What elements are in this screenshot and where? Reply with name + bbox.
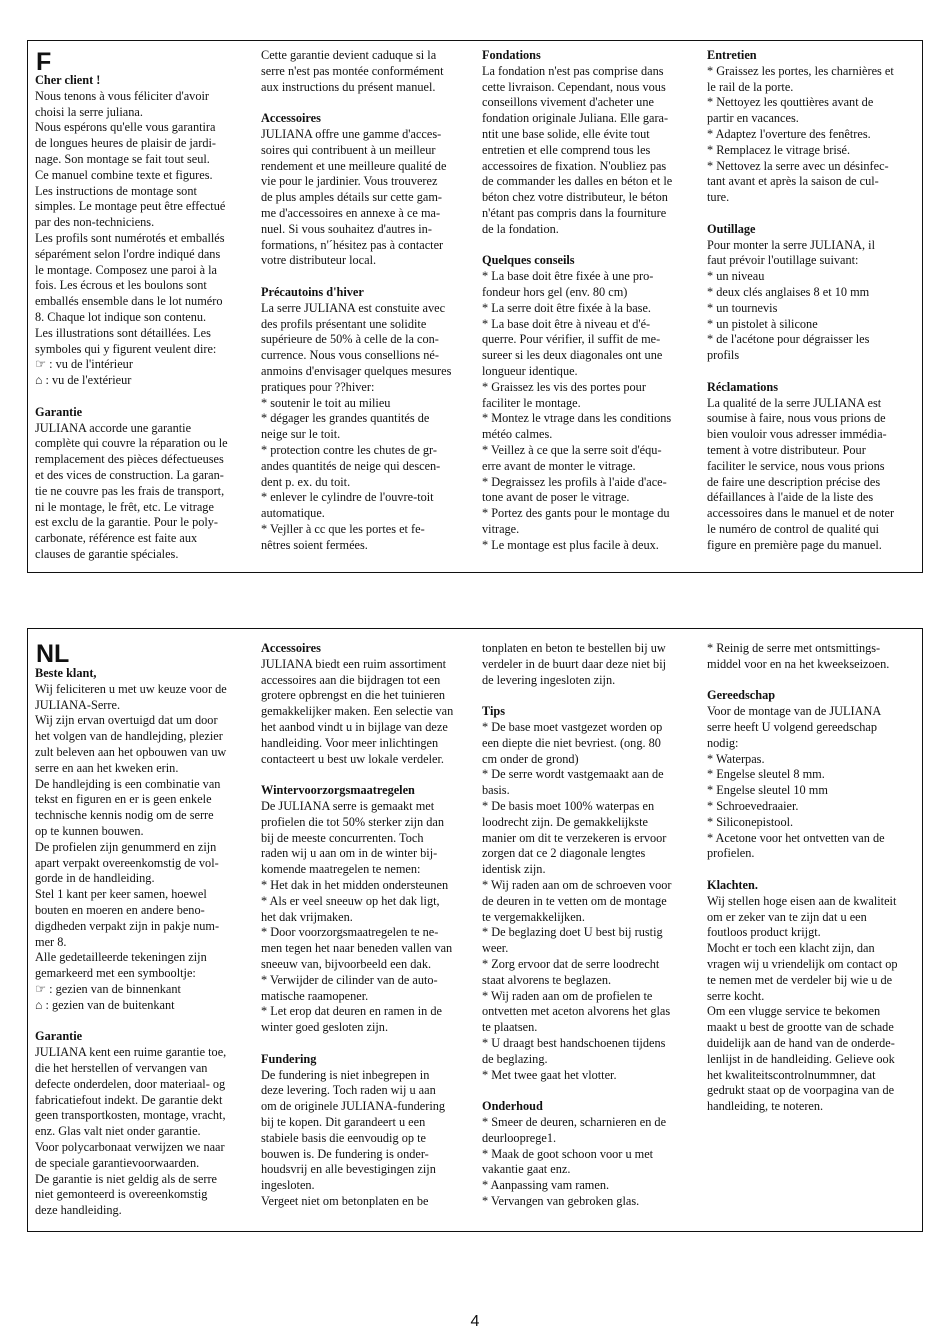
text-line: * Let erop dat deuren en ramen in de [261,1004,442,1019]
text-line: loodrecht zijn. De gemakkelijkste [482,814,648,829]
text-line: conseillons vivement d'acheter une [482,95,654,110]
text-line: ture. [707,190,730,205]
section-heading: Accessoires [261,111,321,126]
text-line: pratiques pour ??hiver: [261,379,375,394]
text-line: Wij stellen hoge eisen aan de kwaliteit [707,893,897,908]
text-line: * La base doit être à niveau et d'é- [482,316,651,331]
language-code: F [36,48,52,76]
text-line: manier om dit te verzekeren is ervoor [482,830,667,845]
text-line: gedrukt staat op de voorpagina van de [707,1083,895,1098]
text-line: De garantie is niet geldig als de serre [35,1171,217,1186]
text-line: remplacement des pièces défectueuses [35,452,224,467]
text-line: * De basis moet 100% waterpas en [482,798,655,813]
text-line: * Nettovez la serre avec un désinfec- [707,158,889,173]
text-line: duidelijk aan de hand van de onderde- [707,1035,895,1050]
section-heading: Cher client ! [35,73,101,87]
text-line: complète qui couvre la réparation ou le [35,436,228,451]
text-line: neige sur le toit. [261,427,341,442]
section-heading: Accessoires [261,641,321,655]
text-line: profils [707,348,740,363]
text-line: Les illustrations sont détaillées. Les [35,325,211,340]
text-line: De handlejding is een combinatie van [35,776,221,791]
text-line: bij de meeste concurrenten. Toch [261,830,424,845]
text-line: La serre JULIANA est constuite avec [261,300,446,315]
section-heading: Beste klant, [35,666,97,680]
text-line: * Zorg ervoor dat de serre loodrecht [482,956,660,971]
text-line: partir en vacances. [707,111,799,126]
text-line: nage. Son montage se fait tout seul. [35,151,210,166]
nl-column-3 [482,641,694,1210]
text-line: * De serre wordt vastgemaakt aan de [482,767,664,782]
text-line: handleiding. Voor meer inlichtingen [261,735,439,750]
spacer [707,364,919,380]
text-line: profielen die tot 50% sterker zijn dan [261,814,445,829]
text-line: accessoires aan die bijdragen tot een [261,672,441,687]
section-heading: Garantie [35,404,83,419]
text-line: * De beglazing doet U best bij rustig [482,925,663,940]
text-line: fois. Les écrous et les boulons sont [35,278,207,293]
text-line: * deux clés anglaises 8 et 10 mm [707,284,870,299]
text-line: ☞ : vu de l'intérieur [35,357,133,372]
text-line: ntit une base solide, elle évite tout [482,126,650,141]
text-line: deurlooprege1. [482,1130,557,1145]
text-line: séparément selon l'ordre indiqué dans [35,246,221,261]
text-line: vragen wij u vriendelijk om contact op [707,956,898,971]
section-heading: Tips [482,704,506,719]
text-line: Vergeet niet om betonplaten en be [261,1193,429,1208]
spacer [707,862,919,878]
text-line: par des non-techniciens. [35,215,155,230]
text-line: geen transportkosten, montage, vracht, [35,1108,226,1123]
spacer [35,389,247,405]
text-line: La fondation n'est pas comprise dans [482,63,664,78]
text-line: stabiele basis die eenvoudig op te [261,1130,426,1145]
text-line: * un niveau [707,269,765,284]
text-line: ⌂ : gezien van de buitenkant [35,997,175,1012]
text-line: andes quantités de neige qui descen- [261,458,441,473]
text-line: * dégager les grandes quantités de [261,411,430,426]
text-line: tekst en figuren en er is geen enkele [35,792,212,807]
text-line: Wij feliciteren u met uw keuze voor de [35,681,227,696]
text-line: fondation originale Juliana. Elle gara- [482,111,669,126]
nl-column-2 [261,641,473,1210]
text-line: Les profils sont numérotés et emballés [35,230,225,245]
text-line: gorde in de handleiding. [35,871,155,886]
text-line: de la fondation. [482,221,559,236]
text-line: de commander les dalles en béton et le [482,174,673,189]
text-line: de deuren in te vetten om de montage [482,893,667,908]
text-line: est exclu de la garantie. Pour le poly- [35,515,219,530]
text-line: * Degraissez les profils à l'aide d'ace- [482,474,667,489]
text-line: * Waterpas. [707,751,765,766]
text-line: zorgen dat ce 2 diagonale lengtes [482,846,646,861]
text-line: te vergemakkelijken. [482,909,585,924]
text-line: querre. Pour vérifier, il suffit de me- [482,332,661,347]
text-line: die het herstellen of vervangen van [35,1060,208,1075]
language-code: NL [36,640,70,668]
text-line: longueur identique. [482,363,578,378]
text-line: houdsvrij en alle bevestigingen zijn [261,1162,436,1177]
text-line: De JULIANA serre is gemaakt met [261,798,435,813]
text-line: nuel. Si vous souhaitez d'autres in- [261,221,432,236]
text-line: Stel 1 kant per keer samen, hoewel [35,887,207,902]
text-line: * de l'acétone pour dégraisser les [707,332,870,347]
text-line: vitrage. [482,521,520,536]
text-line: serre heeft U volgend gereedschap [707,719,878,734]
text-line: soires qui contribuent à un meilleur [261,142,436,157]
text-line: * Wij raden aan om de profielen te [482,988,653,1003]
text-line: Wij zijn ervan overtuigd dat um door [35,713,218,728]
text-line: nodig: [707,735,739,750]
text-line: de speciale garantievoorwaarden. [35,1155,200,1170]
text-line: le rail de la porte. [707,79,794,94]
text-line: raden wij u aan om in de winter bij- [261,846,438,861]
text-line: ni le montage, le frêt, etc. Le vitrage [35,499,214,514]
text-line: n'étant pas compris dans la fourniture [482,205,667,220]
section-heading: Wintervoorzorgsmaatregelen [261,783,415,798]
text-line: de longues heures de plaisir de jardi- [35,136,216,151]
text-line: middel voor en na het kweekseizoen. [707,656,890,671]
text-line: technische kennis nodig om de serre [35,808,214,823]
text-line: * Aanpassing vam ramen. [482,1178,610,1193]
text-line: * Door voorzorgsmaatregelen te ne- [261,925,439,940]
text-line: béton chez votre distributeur, le béton [482,190,668,205]
text-line: * La base doit être fixée à une pro- [482,269,654,284]
text-line: * La serre doit être fixée à la base. [482,300,651,315]
text-line: ⌂ : vu de l'extérieur [35,373,132,388]
text-line: fondeur hors gel (env. 80 cm) [482,284,628,299]
text-line: digdheden verpakt zijn in pakje num- [35,918,220,933]
text-line: * Siliconepistool. [707,814,794,829]
text-line: de faire une description précise des [707,474,881,489]
text-line: * Engelse sleutel 8 mm. [707,767,825,782]
spacer [261,269,473,285]
text-line: currence. Nous vous consellions né- [261,348,439,363]
text-line: de beglazing. [482,1051,548,1066]
nl-column-4 [707,641,919,1115]
text-line: ingesloten. [261,1178,315,1193]
section-heading: Onderhoud [482,1099,543,1114]
spacer [261,1036,473,1052]
nl-column-1 [35,666,247,1219]
text-line: * Acetone voor het ontvetten van de [707,830,885,845]
text-line: votre distributeur local. [261,253,377,268]
text-line: De profielen zijn genummerd en zijn [35,839,217,854]
text-line: fabricatiefout indekt. De garantie dekt [35,1092,223,1107]
spacer [482,1083,694,1099]
french-section [27,40,923,573]
text-line: maakt u best de grootte van de schade [707,1020,894,1035]
text-line: Ce manuel combine texte et figures. [35,167,213,182]
text-line: * Verwijder de cilinder van de auto- [261,972,438,987]
section-heading: Outillage [707,221,756,236]
text-line: het volgen van de handlejding, plezier [35,729,223,744]
text-line: * Wij raden aan om de schroeven voor [482,877,672,892]
text-line: lenlijst in de handleiding. Gelieve ook [707,1051,895,1066]
text-line: enz. Glas valt niet onder garantie. [35,1124,201,1139]
spacer [707,673,919,689]
text-line: me d'accessoires en annexe à ce ma- [261,205,441,220]
text-line: et des vices de construction. La garan- [35,467,224,482]
section-heading: Gereedschap [707,688,776,703]
text-line: grotere opbrengst en die het tuinieren [261,688,446,703]
text-line: tone avant de poser le vitrage. [482,490,630,505]
text-line: supérieure de 50% à celle de la con- [261,332,439,347]
text-line: météo calmes. [482,427,553,442]
text-line: emballés ensemble dans le lot numéro [35,294,223,309]
text-line: * un pistolet à silicone [707,316,818,331]
text-line: * Als er veel sneeuw op het dak ligt, [261,893,440,908]
text-line: tonplaten en beton te bestellen bij uw [482,641,666,655]
text-line: bouwen is. De fundering is onder- [261,1146,429,1161]
text-line: erre avant de monter le vitrage. [482,458,636,473]
text-line: komende maatregelen te nemen: [261,862,421,877]
section-heading: Fundering [261,1051,317,1066]
text-line: men tegen het naar beneden vallen van [261,941,453,956]
text-line: * Adaptez l'overture des fenêtres. [707,126,871,141]
page-number: 4 [470,1313,480,1330]
text-line: Alle gedetailleerde tekeningen zijn [35,950,207,965]
text-line: * Het dak in het midden ondersteunen [261,877,449,892]
text-line: * Schroevedraaier. [707,798,799,813]
text-line: * Nettoyez les qouttières avant de [707,95,874,110]
spacer [261,767,473,783]
text-line: * Remplacez le vitrage brisé. [707,142,851,157]
text-line: tement à votre distributeur. Pour [707,442,866,457]
text-line: simples. Le montage peut être effectué [35,199,226,214]
text-line: entretien et elle comprend tous les [482,142,651,157]
spacer [261,95,473,111]
section-heading: Garantie [35,1029,83,1044]
text-line: bouten en moeren en andere beno- [35,902,205,917]
text-line: * Maak de goot schoon voor u met [482,1146,654,1161]
text-line: * Montez le vtrage dans les conditions [482,411,672,426]
section-heading: Quelques conseils [482,253,575,268]
text-line: * Engelse sleutel 10 mm [707,783,828,798]
text-line: * Vejller à cc que les portes et fe- [261,521,425,536]
text-line: Voor de montage van de JULIANA [707,704,882,719]
text-line: om de originele JULIANA-fundering [261,1099,446,1114]
spacer [707,206,919,222]
text-line: * Portez des gants pour le montage du [482,506,670,521]
text-line: Voor polycarbonaat verwijzen we naar [35,1139,225,1154]
text-line: verdeler in de buurt daar deze niet bij [482,656,667,671]
text-line: soumise à faire, nous vous prions de [707,411,886,426]
text-line: apart verpakt overeenkomstig de vol- [35,855,219,870]
text-line: de plus amples détails sur cette gam- [261,190,442,205]
text-line: 8. Chaque lot indique son contenu. [35,309,207,324]
text-line: deze levering. Toch raden wij u aan [261,1083,436,1098]
text-line: La qualité de la serre JULIANA est [707,395,882,410]
text-line: vakantie gaat enz. [482,1162,571,1177]
text-line: sneeuw van, bijvoorbeeld een dak. [261,956,432,971]
fr-column-3 [482,48,694,554]
text-line: faciliter le montage. [482,395,581,410]
fr-column-4 [707,48,919,554]
text-line: gemakkelijker maken. Een selectie van [261,704,454,719]
text-line: contacteert u best uw lokale verdeler. [261,751,445,766]
text-line: tie ne couvre pas les frais de transport, [35,483,225,498]
text-line: défaillances à l'aide de la liste des [707,490,874,505]
text-line: weer. [482,941,509,956]
text-line: te nemen met de verdeler bij wie u de [707,972,893,987]
section-heading: Klachten. [707,877,758,892]
text-line: op te kunnen bouwen. [35,823,144,838]
text-line: faut prévoir l'outillage suivant: [707,253,859,268]
spacer [482,238,694,254]
text-line: identisk zijn. [482,862,546,877]
text-line: niet gemonteerd is overeenkomstig [35,1187,208,1202]
section-heading: Réclamations [707,379,779,394]
text-line: de levering ingesloten zijn. [482,672,616,687]
text-line: serre kocht. [707,988,765,1003]
text-line: Pour monter la serre JULIANA, il [707,237,876,252]
text-line: JULIANA-Serre. [35,697,121,712]
text-line: dent p. ex. du toit. [261,474,351,489]
text-line: matische raamopener. [261,988,369,1003]
text-line: gemarkeerd met een symbooltje: [35,966,196,981]
text-line: zult beleven aan het opbouwen van uw [35,744,227,759]
text-line: * Met twee gaat het vlotter. [482,1067,617,1082]
text-line: accessoires dans le manuel et de noter [707,506,895,521]
text-line: De fundering is niet inbegrepen in [261,1067,430,1082]
text-line: JULIANA accorde une garantie [35,420,192,435]
text-line: carbonate, référence est faite aux [35,531,198,546]
spacer [482,688,694,704]
text-line: cette livraison. Cependant, nous vous [482,79,666,94]
text-line: aux instructions du présent manuel. [261,79,436,94]
text-line: het kwaliteitscontrolnummner, dat [707,1067,876,1082]
text-line: serre en aan het kweken erin. [35,760,179,775]
text-line: handleiding, te noteren. [707,1099,824,1114]
spacer [35,1014,247,1030]
text-line: foutloos product krijgt. [707,925,821,940]
text-line: het dak vrijmaken. [261,909,353,924]
text-line: Cette garantie devient caduque si la [261,48,437,62]
text-line: le montage. Composez une paroi à la [35,262,218,277]
text-line: accessoires de fixation. N'oubliez pas [482,158,667,173]
text-line: * enlever le cylindre de l'ouvre-toit [261,490,434,505]
text-line: JULIANA offre une gamme d'acces- [261,126,442,141]
text-line: anmoins d'envisager quelques mesures [261,363,452,378]
text-line: bij te kopen. Dit garandeert u een [261,1114,426,1129]
text-line: JULIANA kent een ruime garantie toe, [35,1045,227,1060]
text-line: staat alvorens te beglazen. [482,972,612,987]
text-line: nêtres soient fermées. [261,537,368,552]
text-line: le numéro de control de qualité qui [707,521,880,536]
fr-column-1 [35,73,247,563]
text-line: * Smeer de deuren, scharnieren en de [482,1114,667,1129]
section-heading: Précautoins d'hiver [261,284,364,299]
section-heading: Entretien [707,48,757,62]
text-line: ontvetten met aceton alvorens het glas [482,1004,671,1019]
text-line: profielen. [707,846,755,861]
text-line: * Vervangen van gebroken glas. [482,1193,640,1208]
text-line: choisi la serre juliana. [35,104,143,119]
text-line: * Veillez à ce que la serre soit d'équ- [482,442,662,457]
text-line: faciliter le service, nous vous prions [707,458,885,473]
text-line: bien vouloir vous adresser immédia- [707,427,887,442]
text-line: het aanbod vindt u in bijlage van deze [261,719,448,734]
text-line: te plaatsen. [482,1020,538,1035]
text-line: * un tournevis [707,300,778,315]
text-line: * Reinig de serre met ontsmittings- [707,641,881,655]
text-line: vie pour le jardinier. Vous trouverez [261,174,438,189]
text-line: defecte onderdelen, door materiaal- og [35,1076,226,1091]
text-line: rendement et une meilleure qualité de [261,158,447,173]
text-line: Nous espérons qu'elle vous garantira [35,120,216,135]
text-line: formations, n'´hésitez pas à contacter [261,237,444,252]
fr-column-2 [261,48,473,554]
text-line: clauses de garantie spéciales. [35,546,179,561]
text-line: tant avant et après la saison de cul- [707,174,879,189]
text-line: cm onder de grond) [482,751,579,766]
text-line: des profils présentant une solidite [261,316,427,331]
text-line: JULIANA biedt een ruim assortiment [261,656,447,671]
section-heading: Fondations [482,48,541,62]
text-line: Nous tenons à vous féliciter d'avoir [35,88,209,103]
text-line: mer 8. [35,934,67,949]
text-line: ☞ : gezien van de binnenkant [35,981,181,996]
text-line: * soutenir le toit au milieu [261,395,391,410]
text-line: sureer si les deux diagonales ont une [482,348,663,363]
text-line: Om een vlugge service te bekomen [707,1004,881,1019]
text-line: winter goed gesloten zijn. [261,1020,389,1035]
text-line: * Le montage est plus facile à deux. [482,537,659,552]
text-line: automatique. [261,506,325,521]
text-line: deze handleiding. [35,1203,122,1218]
text-line: * protection contre les chutes de gr- [261,442,437,457]
text-line: symboles qui y figurent veulent dire: [35,341,217,356]
text-line: * U draagt best handschoenen tijdens [482,1035,666,1050]
text-line: * Graissez les vis des portes pour [482,379,646,394]
text-line: Mocht er toch een klacht zijn, dan [707,941,875,956]
dutch-section [27,628,923,1232]
text-line: * Graissez les portes, les charnières et [707,63,894,78]
text-line: om er zeker van te zijn dat u een [707,909,867,924]
text-line: serre n'est pas montée conformément [261,63,444,78]
text-line: basis. [482,783,510,798]
text-line: * De base moet vastgezet worden op [482,719,663,734]
text-line: Les instructions de montage sont [35,183,197,198]
text-line: een diepte die niet bevriest. (ong. 80 [482,735,661,750]
text-line: figure en première page du manuel. [707,537,882,552]
